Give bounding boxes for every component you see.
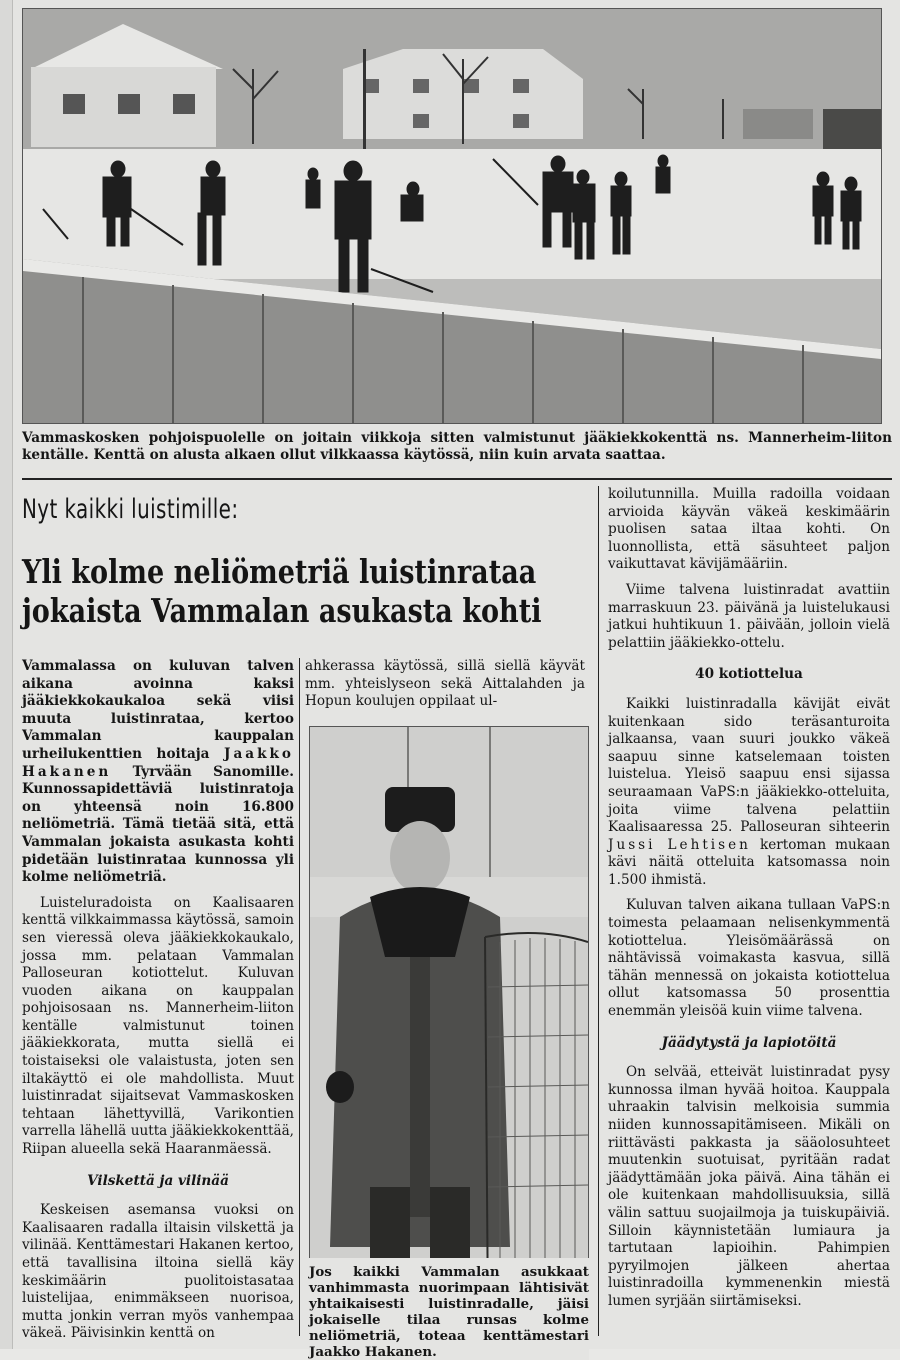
paragraph-2: Luisteluradoista on Kaalisaaren kenttä vilkkaimmassa käytössä, samoin sen vieressä oleva jääkiekkokaukalo, jossa mm. pelataan Vammalan Palloseuran kotiottelut. Kuluvan vuoden aikana on kauppalan pohjoisosaan ns. Mannerheim-liiton kentälle valmistunut toinen jääkiekkorata, mutta siellä ei toistaiseksi ole valaistusta, joten sen iltakäyttö ei ole mahdollista. Muut luistinradat sijaitsevat Vammaskosken tehtaan lähettyvillä, Varikontien varrella lähellä uutta jääkiekkokenttää, Riipan alueella sekä Haaranmäessä.	[22, 894, 294, 1158]
subheading-kotiottelua: 40 kotiottelua	[695, 666, 803, 683]
lead-text-b: Tyrvään Sanomille. Kunnossapidettäviä luistinratoja on yhteensä noin 16.800 neliömetriä. Tämä tietää sitä, että Vammalan jokaista asukasta kohti pidetään luistinrataa kunnossa yli kolme neliömetriä.	[22, 763, 294, 886]
rink-photo-illustration	[23, 9, 881, 423]
top-photo-caption: Vammaskosken pohjoispuolelle on joitain viikkoja sitten valmistunut jääkiekkokenttä ns. Mannerheim-liiton kentälle. Kenttä on alusta alkaen ollut vilkkaassa käytössä, niin kuin arvata saattaa.	[22, 430, 892, 463]
column-3	[608, 486, 890, 1319]
article-kicker: Nyt kaikki luistimille:	[22, 494, 239, 525]
rink-photo	[22, 8, 882, 424]
lead-name: Jaakko Hakanen	[22, 745, 294, 780]
col3-paragraph-1: koilutunnilla. Muilla radoilla voidaan arvioida käyvän väkeä keskimäärin puolisen sataa iltaa kohti. On luonnollista, että säsuhteet paljon vaikuttavat kävijämääriin.	[608, 486, 890, 573]
paragraph-3: Keskeisen asemansa vuoksi on Kaalisaaren radalla iltaisin vilskettä ja vilinää. Kenttämestari Hakanen kertoo, että tavallisina iltoina siellä käy keskimäärin puolitoistasataa luistelijaa, enimmäkseen nuorisoa, mutta jonkin verran myös vanhempaa väkeä. Päivisinkin kenttä on	[22, 1202, 294, 1342]
column-1	[22, 658, 294, 1351]
col3-para3b-text: kertoman mukaan kävi näitä otteluita katsomassa noin 1.500 ihmistä.	[608, 836, 890, 888]
column-divider-right	[598, 486, 599, 1336]
lead-text-a: Vammalassa on kuluvan talven aikana avoinna kaksi jääkiekkokaukaloa sekä viisi muuta luistinrataa, kertoo Vammalan kauppalan urheilukenttien hoitaja	[22, 658, 294, 762]
col3-para3-text: Kaikki luistinradalla kävijät eivät kuitenkaan sido teräsanturoita jalkaansa, vaan suuri joukko väkeä saapuu sinne katselemaan toisten luistelua. Yleisö saapuu ensi sijassa seuraamaan VaPS:n jääkiekko-otteluita, joita viime talvena pelattiin Kaalisaaressa 25. Palloseuran sihteerin	[608, 695, 890, 836]
article-headline	[22, 552, 588, 630]
col3-paragraph-5: On selvää, etteivät luistinradat pysy kunnossa ilman hyvää hoitoa. Kauppala uhraakin talvisin melkoisia summia niiden kunnossapitämiseen. Mikäli on riittävästi pakkasta ja sääolosuhteet muutenkin suotuisat, pyritään radat jäädyttämään joka päivä. Aina tähän ei ole kuitenkaan mahdollisuuksia, sillä välin sattuu suojailmoja ja tuiskupäiviä. Silloin käynnistetään lumiaura ja tartutaan lapioihin. Pahimpien pyryilmojen jälkeen ahertaa luistinradoilla kymmenenkin miestä lumen syrjään siirtämiseksi.	[608, 1064, 890, 1309]
col3-paragraph-2: Viime talvena luistinradat avattiin marraskuun 23. päivänä ja luistelukausi jatkui huhtikuun 1. päivään, jolloin vielä pelattiin jääkiekko-ottelu.	[608, 581, 890, 651]
adjacent-page-edge	[0, 0, 13, 1349]
subheading-vilskettä: Vilskettä ja vilinää	[87, 1172, 229, 1189]
caption-divider	[22, 478, 892, 480]
column-2	[305, 658, 585, 719]
portrait-illustration	[310, 727, 588, 1319]
headline-line-1: Yli kolme neliömetriä luistinrataa	[22, 552, 537, 591]
lead-paragraph	[22, 658, 294, 887]
portrait-photo	[309, 726, 589, 1320]
col3-paragraph-4: Kuluvan talven aikana tullaan VaPS:n toimesta pelaamaan nelisenkymmentä kotiottelua. Yleisömäärässä on nähtävissä voimakasta kasvua, sillä tähän mennessä on jokaista kotiottelua ollut katsomassa 50 prosenttia enemmän yleisöä kuin viime talvena.	[608, 897, 890, 1020]
col3-name: Jussi Lehtisen	[608, 836, 751, 853]
col2-paragraph: ahkerassa käytössä, sillä siellä käyvät mm. yhteislyseon sekä Aittalahden ja Hopun koulujen oppilaat ul-	[305, 658, 585, 710]
portrait-caption: Jos kaikki Vammalan asukkaat vanhimmasta nuorimpaan lähtisivät yhtaikaisesti luistinradalle, jäisi jokaiselle tilaa runsas kolme neliömetriä, toteaa kenttämestari Jaakko Hakanen.	[309, 1258, 589, 1360]
column-divider-left	[299, 658, 300, 1336]
headline-line-2: jokaista Vammalan asukasta kohti	[22, 591, 542, 630]
subheading-jäädytystä: Jäädytystä ja lapiotöitä	[661, 1034, 837, 1051]
col3-paragraph-3	[608, 696, 890, 890]
